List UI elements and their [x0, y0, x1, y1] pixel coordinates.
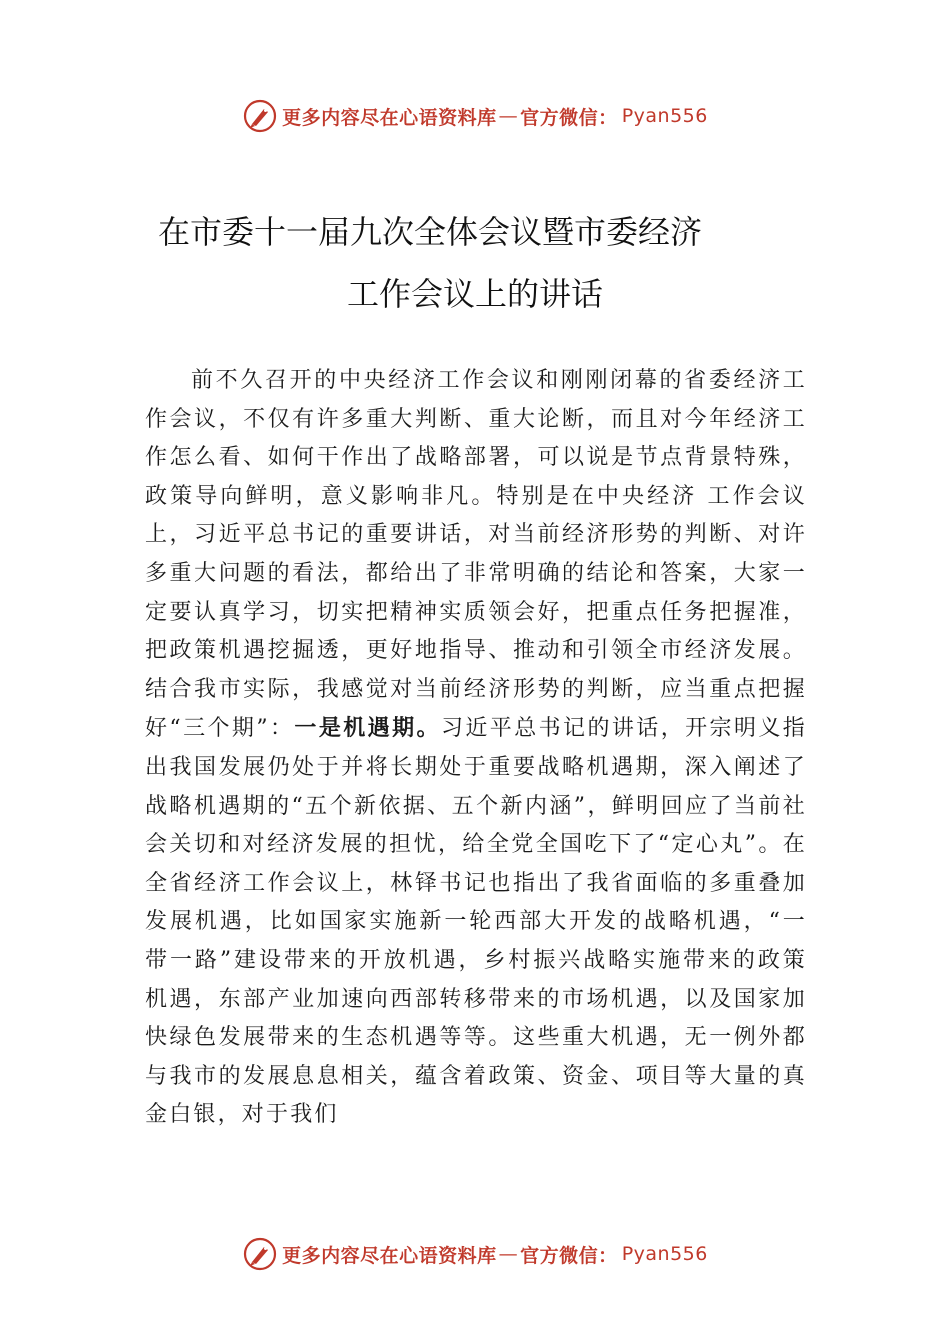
title-line-2: 工作会议上的讲话: [346, 275, 603, 314]
banner-wechat-label: 官方微信：: [520, 106, 618, 129]
footer-banner: [0, 1234, 950, 1274]
banner-wechat-id: Pyan556: [621, 105, 708, 127]
pen-nib-logo-icon: [242, 1236, 278, 1272]
paragraph-text-part-2: 习近平总书记的讲话，开宗明义指出我国发展仍处于并将长期处于重要战略机遇期，深入阐述了战略机遇期的“五个新依据、五个新内涵”，鲜明回应了当前社会关切和对经济发展的担忧，给全党全国吃下了“定心丸”。在全省经济工作会议上，林铎书记也指出了我省面临的多重叠加发展机遇，比如国家实施新一轮西部大开发的战略机遇，“一带一路”建设带来的开放机遇，乡村振兴战略实施带来的政策机遇，东部产业加速向西部转移带来的市场机遇，以及国家加快绿色发展带来的生态机遇等等。这些重大机遇，无一例外都与我市的发展息息相关，蕴含着政策、资金、项目等大量的真金白银，对于我们: [145, 716, 807, 1128]
paragraph-bold-heading: 一是机遇期。: [294, 715, 441, 742]
paragraph-text-part-1: 前不久召开的中央经济工作会议和刚刚闭幕的省委经济工作会议，不仅有许多重大判断、重大论断，而且对今年经济工作怎么看、如何干作出了战略部署，可以说是节点背景特殊，政策导向鲜明，意义影响非凡。特别是在中央经济 工作会议上，习近平总书记的重要讲话，对当前经济形势的判断、对许多重大问题的看法，都给出了非常明确的结论和答案，大家一定要认真学习，切实把精神实质领会好，把重点任务把握准，把政策机遇挖掘透，更好地指导、推动和引领全市经济发展。结合我市实际，我感觉对当前经济形势的判断，应当重点把握好“三个期”：: [145, 368, 807, 742]
document-title: [120, 201, 830, 325]
banner-brand-text: 更多内容尽在心语资料库: [282, 106, 497, 129]
body-paragraph: [145, 362, 807, 1135]
banner-wechat-id: Pyan556: [621, 1243, 708, 1265]
pen-nib-logo-icon: [242, 98, 278, 134]
banner-wechat-label: 官方微信：: [520, 1244, 618, 1267]
title-line-1: 在市委十一届九次全体会议暨市委经济: [158, 213, 703, 252]
banner-separator: —: [498, 1243, 519, 1265]
banner-separator: —: [498, 105, 519, 127]
header-banner: [0, 96, 950, 136]
banner-brand-text: 更多内容尽在心语资料库: [282, 1244, 497, 1267]
